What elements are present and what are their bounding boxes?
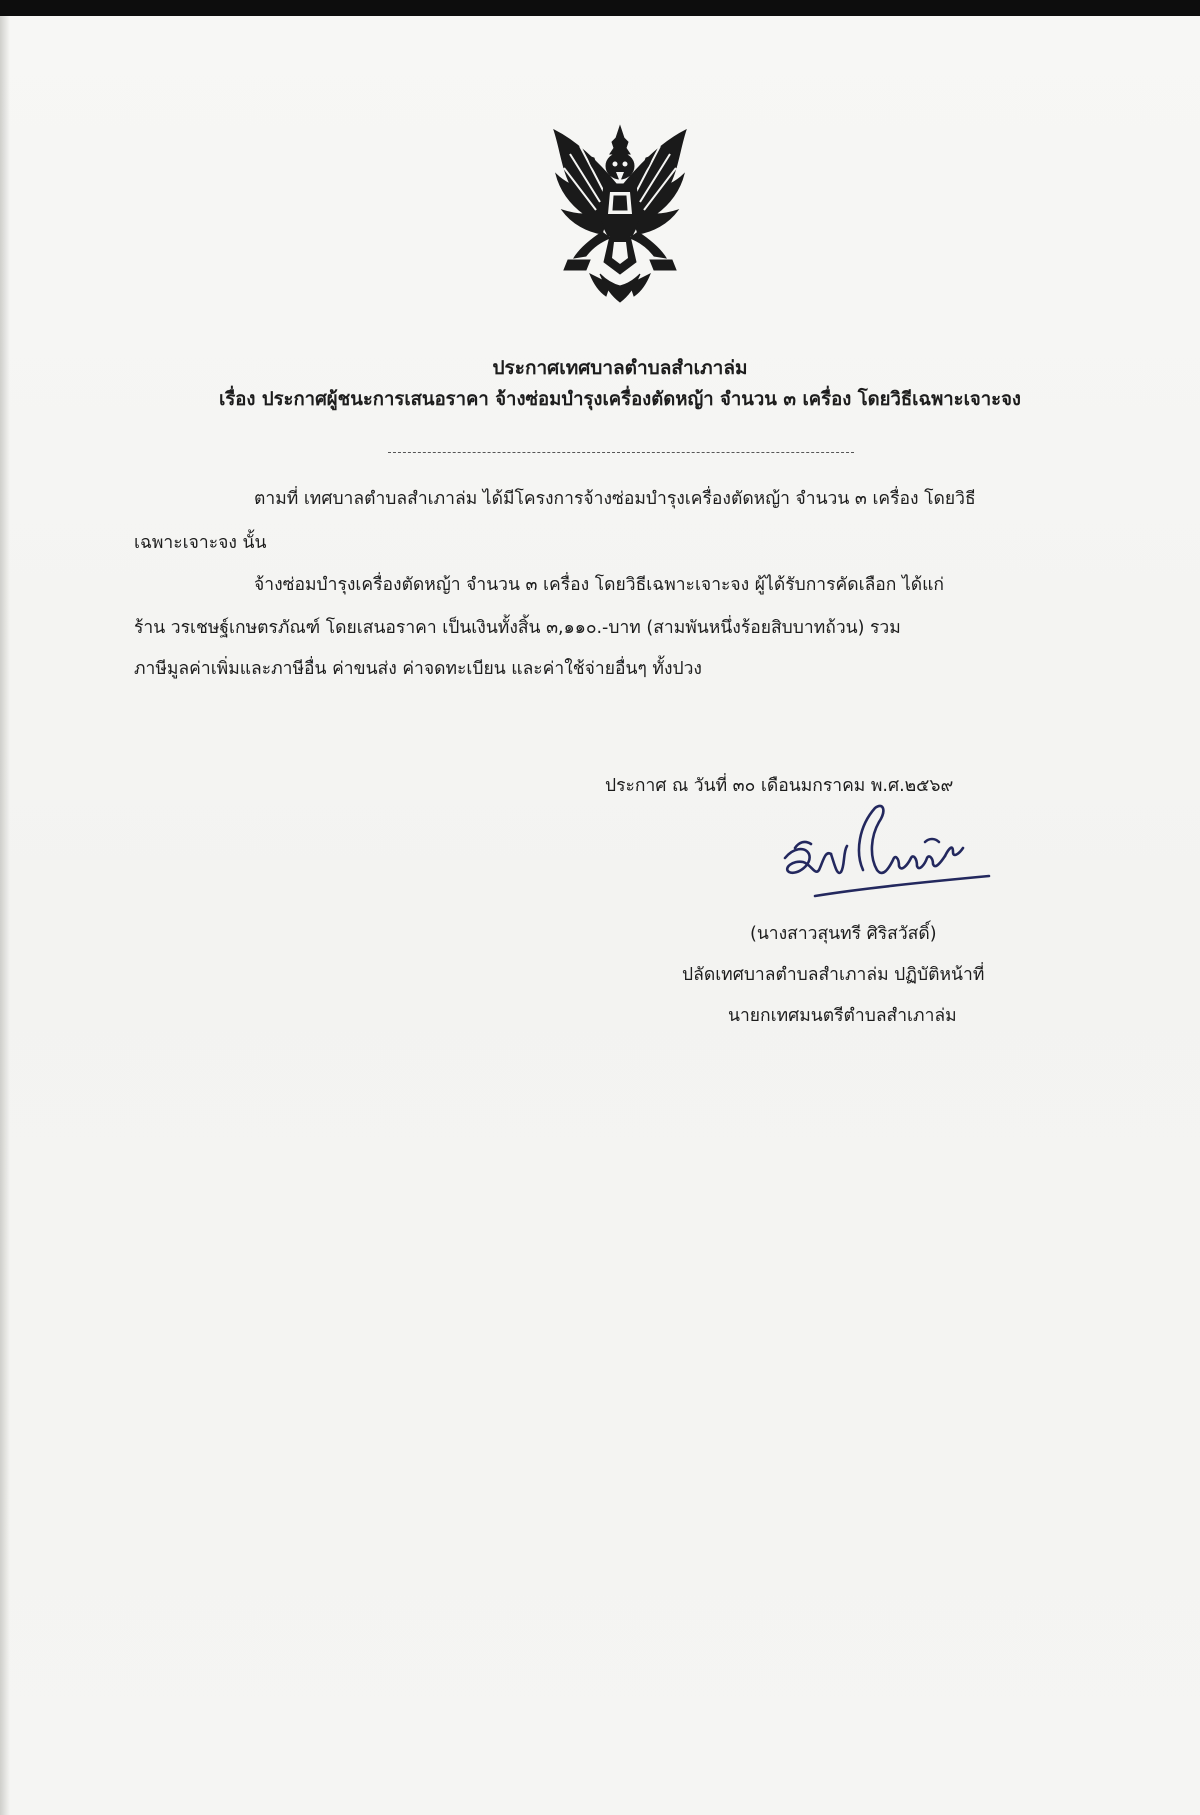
body-paragraph-2-line-1: จ้างซ่อมบำรุงเครื่องตัดหญ้า จำนวน ๓ เครื่อง โดยวิธีเฉพาะเจาะจง ผู้ได้รับการคัดเลือก ได้แก่ bbox=[254, 575, 945, 595]
body-paragraph-2-line-2: ร้าน วรเชษฐ์เกษตรภัณฑ์ โดยเสนอราคา เป็นเงินทั้งสิ้น ๓,๑๑๐.-บาท (สามพันหนึ่งร้อยสิบบาทถ้วน) รวม bbox=[134, 618, 901, 638]
announcement-title: ประกาศเทศบาลตำบลสำเภาล่ม bbox=[492, 357, 748, 379]
body-paragraph-2-line-3: ภาษีมูลค่าเพิ่มและภาษีอื่น ค่าขนส่ง ค่าจดทะเบียน และค่าใช้จ่ายอื่นๆ ทั้งปวง bbox=[134, 659, 702, 679]
document-page bbox=[0, 16, 1200, 1815]
announcement-subject: เรื่อง ประกาศผู้ชนะการเสนอราคา จ้างซ่อมบำรุงเครื่องตัดหญ้า จำนวน ๓ เครื่อง โดยวิธีเฉพาะเจาะจง bbox=[219, 389, 1021, 410]
body-paragraph-1-line-1: ตามที่ เทศบาลตำบลสำเภาล่ม ได้มีโครงการจ้างซ่อมบำรุงเครื่องตัดหญ้า จำนวน ๓ เครื่อง โดยวิธี bbox=[254, 489, 976, 509]
signatory-position-line-2: นายกเทศมนตรีตำบลสำเภาล่ม bbox=[728, 1006, 957, 1026]
garuda-emblem-icon bbox=[540, 124, 700, 304]
body-paragraph-1-line-2: เฉพาะเจาะจง นั้น bbox=[134, 533, 267, 553]
scan-left-shadow bbox=[0, 16, 10, 1815]
signatory-position-line-1: ปลัดเทศบาลตำบลสำเภาล่ม ปฏิบัติหน้าที่ bbox=[682, 965, 985, 985]
handwritten-signature bbox=[775, 796, 995, 906]
signatory-name: (นางสาวสุนทรี ศิริสวัสดิ์) bbox=[750, 924, 937, 944]
scan-top-border bbox=[0, 0, 1200, 16]
announcement-date: ประกาศ ณ วันที่ ๓๐ เดือนมกราคม พ.ศ.๒๕๖๙ bbox=[605, 776, 954, 796]
title-divider bbox=[388, 452, 854, 453]
